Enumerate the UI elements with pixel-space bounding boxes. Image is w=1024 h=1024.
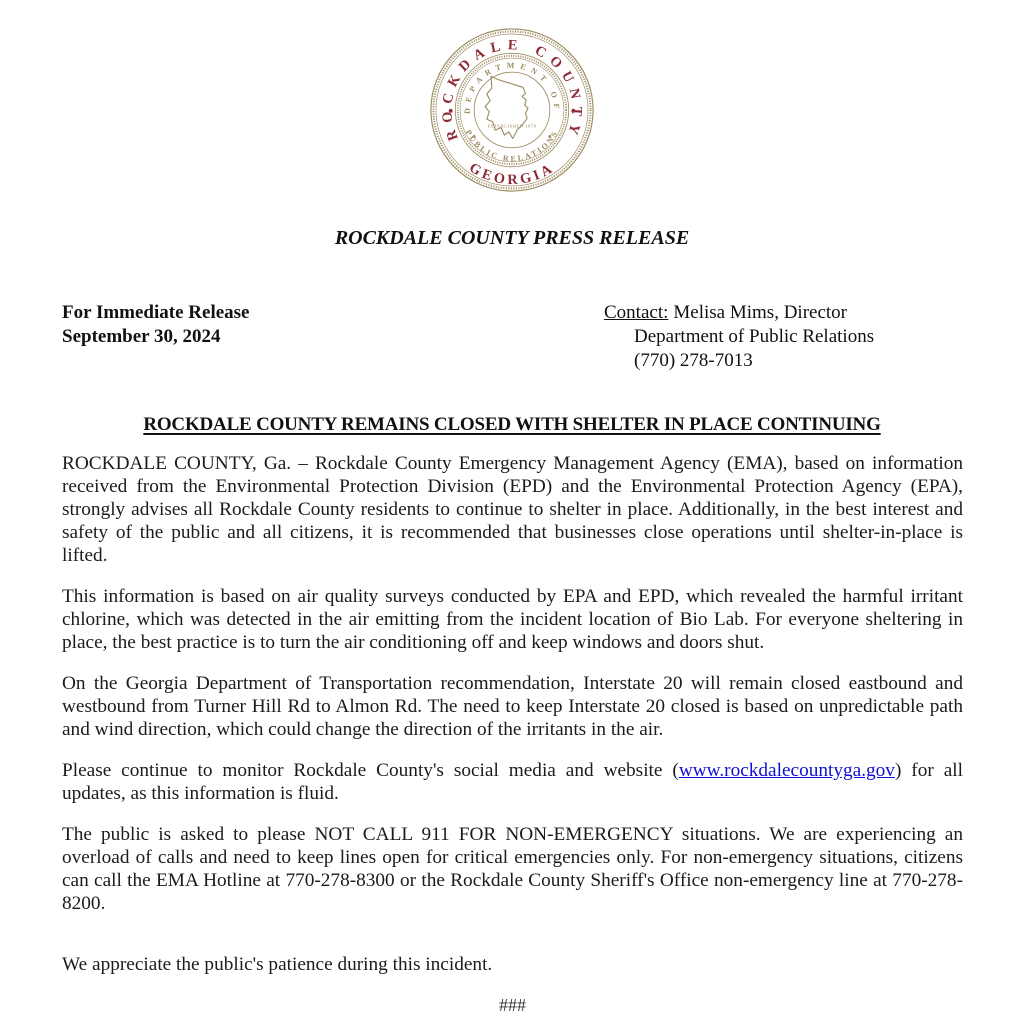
paragraph-interstate-closure: On the Georgia Department of Transportation recommendation, Interstate 20 will remain closed eastbound and westbound from Turner Hill Rd to Almon Rd. The need to keep Interstate 20 closed is based on unpredictable path and wind direction, which could change the direction of the irritants in the air. xyxy=(62,673,963,740)
paragraph-911-notice: The public is asked to please NOT CALL 911 FOR NON-EMERGENCY situations. We are experiencing an overload of calls and need to keep lines open for critical emergencies only. For non-emergency situations, citizens can call the EMA Hotline at 770-278-8300 or the Rockdale County Sheriff's Office non-emergency line at 770-278-8200. xyxy=(62,824,963,914)
seal-department-text: DEPARTMENT OF xyxy=(462,60,562,115)
seal-established-text: ESTABLISHED 1870 xyxy=(487,123,537,129)
document-headline xyxy=(0,414,1024,436)
contact-phone: (770) 278-7013 xyxy=(634,350,753,371)
monitor-text-after-link: ) for all updates, as this information is fluid. xyxy=(62,760,963,804)
seal-public-relations-text: PUBLIC RELATIONS xyxy=(463,128,561,164)
rockdale-county-seal-logo xyxy=(428,26,596,194)
contact-line xyxy=(604,301,874,325)
contact-info-block xyxy=(604,301,874,373)
for-immediate-release-line: For Immediate Release xyxy=(62,302,250,323)
headline-text: ROCKDALE COUNTY REMAINS CLOSED WITH SHELTER IN PLACE CONTINUING xyxy=(143,414,881,435)
contact-department: Department of Public Relations xyxy=(634,326,875,347)
release-info-block xyxy=(62,301,249,349)
county-seal-icon xyxy=(428,26,596,194)
paragraph-monitor-updates xyxy=(62,759,963,805)
closing-line: We appreciate the public's patience during this incident. xyxy=(62,954,493,975)
monitor-text-before-link: Please continue to monitor Rockdale County's social media and website ( xyxy=(62,760,679,781)
seal-county-name: ROCKDALE COUNTY xyxy=(439,37,585,143)
website-link[interactable]: www.rockdalecountyga.gov xyxy=(678,760,895,781)
contact-label: Contact: xyxy=(604,302,669,323)
county-map-icon xyxy=(485,76,528,138)
release-date: September 30, 2024 xyxy=(62,326,221,347)
contact-name: Melisa Mims, Director xyxy=(673,302,847,323)
paragraph-air-quality: This information is based on air quality surveys conducted by EPA and EPD, which revealed the harmful irritant chlorine, which was detected in the air emitting from the incident location of Bio Lab. For everyone sheltering in place, the best practice is to turn the air conditioning off and keep windows and doors shut. xyxy=(62,586,963,653)
press-release-title: ROCKDALE COUNTY PRESS RELEASE xyxy=(334,227,690,249)
seal-state-name: GEORGIA xyxy=(466,159,558,189)
paragraph-ema-advisory: ROCKDALE COUNTY, Ga. – Rockdale County Emergency Management Agency (EMA), based on information received from the Environmental Protection Division (EPD) and the Environmental Protection Agency (EPA), strongly advises all Rockdale County residents to continue to shelter in place. Additionally, in the best interest and safety of the public and all citizens, it is recommended that businesses close operations until shelter-in-place is lifted. xyxy=(62,453,963,566)
end-mark: ### xyxy=(499,995,526,1015)
body-copy xyxy=(62,452,963,1017)
